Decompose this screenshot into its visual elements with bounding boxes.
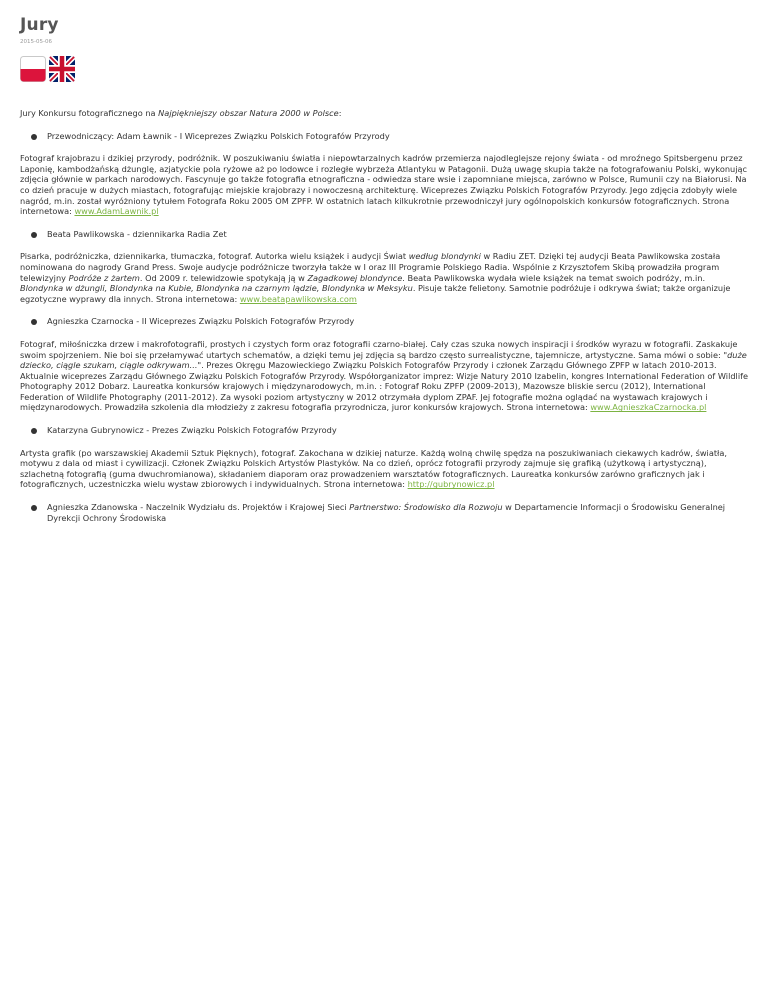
jury-member-bio: Artysta grafik (po warszawskiej Akademii Sztuk Pięknych), fotograf. Zakochana w dzikiej naturze. Każdą wolną chwilę spędza na poszukiwaniach ciekawych kadrów, światła, motywu z dala od miast i cywilizacji. Członek Związku Polskich Artystów Plastyków. Na co dzień, oprócz fotografii przyrody zajmuje się grafiką (użytkową i artystyczną), szlachetną fotografią (guma dwuchromianowa), składaniem diaporam oraz prowadzeniem warsztatów fotograficznych. Laureatka konkursów zarówno graficznych jak i fotograficznych, uczestniczka wielu wystaw zbiorowych i indywidualnych. Strona internetowa: http://gubrynowicz.pl: [20, 447, 727, 490]
jury-member-heading: Beata Pawlikowska - dziennikarka Radia Zet: [20, 229, 748, 240]
poland-flag-icon[interactable]: [20, 56, 46, 82]
website-link[interactable]: www.AdamLawnik.pl: [74, 206, 159, 217]
bullet-icon: [31, 134, 37, 140]
bullet-icon: [31, 319, 37, 325]
website-link[interactable]: http://gubrynowicz.pl: [407, 479, 495, 490]
jury-member-bio: Fotograf krajobrazu i dzikiej przyrody, podróżnik. W poszukiwaniu światła i niepowtarzalnych kadrów przemierza najodleglejsze rejony świata - od mroźnego Spitsbergenu przez Laponię, kambodżańską dżunglę, azjatyckie pola ryżowe aż po lodowce i rozległe wybrzeża Atlantyku w Patagonii. Dużą uwagę skupia także na fotografowaniu Polski, wykonując zdjęcia głównie w parkach narodowych. Fascynuje go także fotografia etnograficzna - odwiedza stare wsie i zapomniane miejsca, zarówno w Polsce, Rumunii czy na Białorusi. Na co dzień pracuje w dużych miastach, fotografując miejskie krajobrazy i nowoczesną architekturę. Wiceprezes Związku Polskich Fotografów Przyrody. Jego zdjęcia zdobyły wiele nagród, m.in. został wyróżniony tytułem Fotografa Roku 2005 OM ZPFP. W ostatnich latach kilkukrotnie przewodniczył jury ogólnopolskich konkursów fotograficznych. Strona internetowa: www.AdamLawnik.pl: [20, 153, 748, 217]
jury-member-heading: Katarzyna Gubrynowicz - Prezes Związku Polskich Fotografów Przyrody: [20, 425, 748, 436]
jury-member-bio: Fotograf, miłośniczka drzew i makrofotografii, prostych i czystych form oraz fotografii czarno-białej. Cały czas szuka nowych inspiracji i środków wyrazu w fotografii. Zaskakuje swoim spojrzeniem. Nie boi się przełamywać utartych schematów, a dzięki temu jej zdjęcia są bardzo często surrealistyczne, tajemnicze, artystyczne. Sama mówi o sobie: "duże dziecko, ciągle szukam, ciągle odkrywam...". Prezes Okręgu Mazowieckiego Związku Polskich Fotografów Przyrody i członek Zarządu Głównego ZPFP w latach 2010-2013. Aktualnie wiceprezes Zarządu Głównego Związku Polskich Fotografów Przyrody. Współorganizator imprez: Wizje Natury 2010 Izabelin, kongres International Federation of Wildlife Photography 2012 Dobarz. Laureatka konkursów krajowych i międzynarodowych, m.in. : Fotograf Roku ZPFP (2009-2013), Mazowsze bliskie sercu (2012), International Federation of Wildlife Photography (2011-2012). Za wysoki poziom artystyczny w 2012 otrzymała dyplom ZPAF. Jej fotografie można oglądać na wystawach krajowych i międzynarodowych. Prowadziła szkolenia dla młodzieży z zakresu fotografia przyrodnicza, juror konkursów krajowych. Strona internetowa: www.AgnieszkaCzarnocka.pl: [20, 338, 749, 413]
page-title: Jury: [20, 15, 59, 35]
uk-flag-icon[interactable]: [49, 56, 75, 82]
jury-member-heading: Przewodniczący: Adam Ławnik - I Wiceprezes Związku Polskich Fotografów Przyrody: [20, 131, 748, 142]
jury-member-heading: Agnieszka Zdanowska - Naczelnik Wydziału ds. Projektów i Krajowej Sieci Partnerstwo: Środowisko dla Rozwoju w Departamencie Informacji o Środowisku Generalnej Dyrekcji Ochrony Środowiska: [20, 502, 748, 523]
website-link[interactable]: www.AgnieszkaCzarnocka.pl: [590, 402, 707, 413]
bullet-icon: [31, 232, 37, 238]
intro-text: Jury Konkursu fotograficznego na Najpiękniejszy obszar Natura 2000 w Polsce:: [20, 108, 342, 118]
jury-member-heading: Agnieszka Czarnocka - II Wiceprezes Związku Polskich Fotografów Przyrody: [20, 316, 748, 327]
publish-date: 2015-05-06: [20, 39, 52, 45]
jury-member-bio: Pisarka, podróżniczka, dziennikarka, tłumaczka, fotograf. Autorka wielu książek i audycji Świat według blondynki w Radiu ZET. Dzięki tej audycji Beata Pawlikowska została nominowana do nagrody Grand Press. Swoje audycje podróżnicze tworzyła także w I oraz III Programie Polskiego Radia. Wspólnie z Krzysztofem Skibą prowadziła program telewizyjny Podróże z żartem. Od 2009 r. telewidzowie spotykają ją w Zagadkowej blondynce. Beata Pawlikowska wydała wiele książek na temat swoich podróży, m.in. Blondynka w dżungli, Blondynka na Kubie, Blondynka na czarnym lądzie, Blondynka w Meksyku. Pisuje także felietony. Samotnie podróżuje i odkrywa świat; także organizuje egzotyczne wyprawy dla innych. Strona internetowa: www.beatapawlikowska.com: [20, 251, 731, 304]
bullet-icon: [31, 428, 37, 434]
website-link[interactable]: www.beatapawlikowska.com: [239, 293, 357, 304]
language-switcher: [20, 56, 748, 82]
bullet-icon: [31, 505, 37, 511]
